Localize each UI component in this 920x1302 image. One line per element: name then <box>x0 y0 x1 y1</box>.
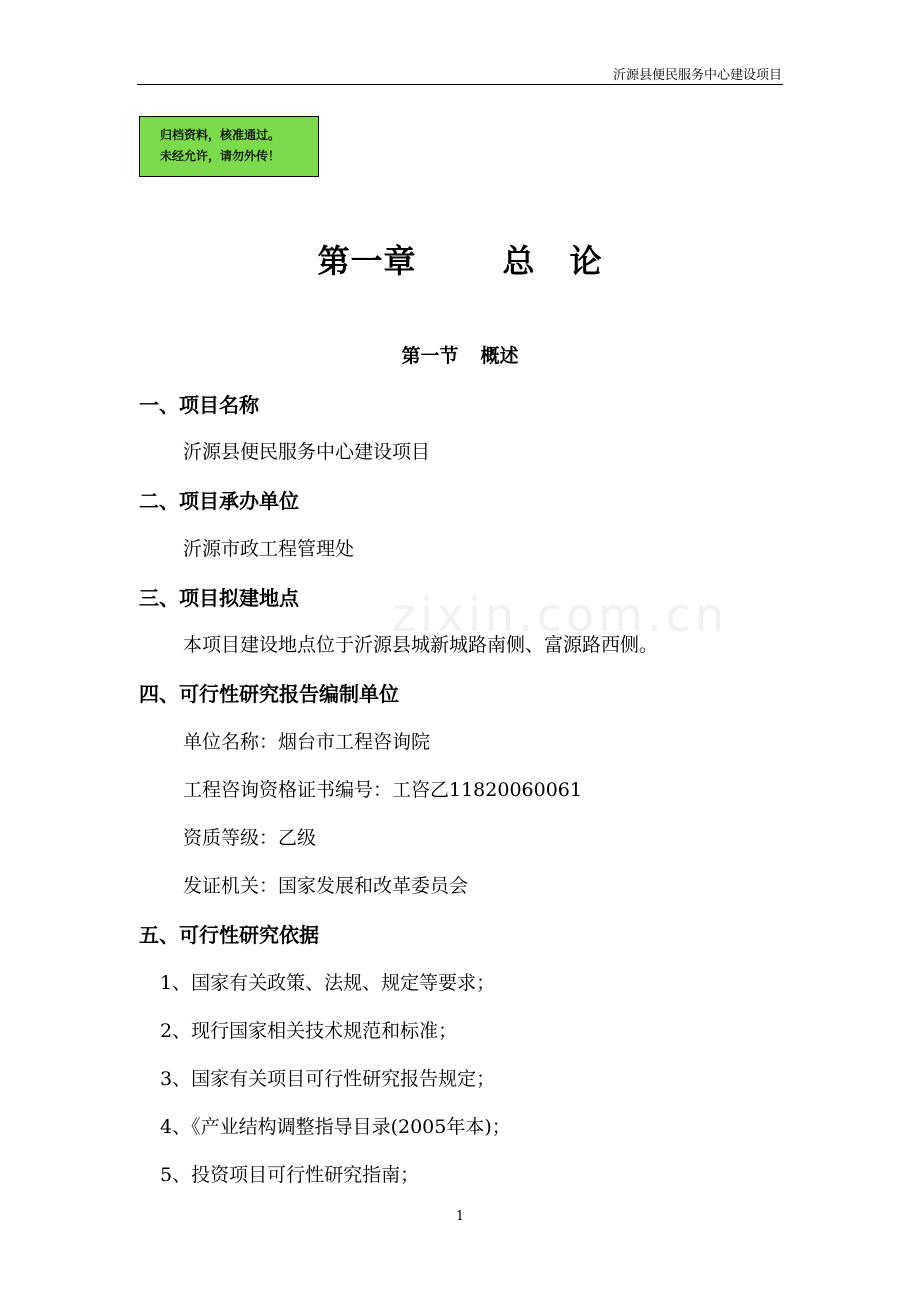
heading-research-basis: 五、可行性研究依据 <box>139 923 319 947</box>
chapter-label: 第一章 <box>317 242 417 280</box>
qualification-grade-text: 资质等级：乙级 <box>183 827 317 849</box>
basis-list-item: 3、国家有关项目可行性研究报告规定； <box>160 1068 496 1090</box>
issuing-authority-text: 发证机关：国家发展和改革委员会 <box>183 875 469 897</box>
chapter-title-part-2: 论 <box>569 242 603 280</box>
basis-list-item: 1、国家有关政策、法规、规定等要求； <box>160 972 496 994</box>
project-name-text: 沂源县便民服务中心建设项目 <box>183 441 431 463</box>
heading-project-undertaker: 二、项目承办单位 <box>139 489 299 513</box>
stamp-line-1: 归档资料，核准通过。 <box>160 128 281 142</box>
project-location-text: 本项目建设地点位于沂源县城新城路南侧、富源路西侧。 <box>183 634 659 656</box>
project-undertaker-text: 沂源市政工程管理处 <box>183 538 355 560</box>
watermark: zixin.com.cn <box>392 588 729 642</box>
section-title <box>0 341 920 368</box>
stamp-line-2: 未经允许，请勿外传！ <box>160 149 281 163</box>
heading-report-compiler: 四、可行性研究报告编制单位 <box>139 682 399 706</box>
page-number: 1 <box>455 1209 465 1224</box>
archive-stamp <box>139 116 319 177</box>
heading-project-location: 三、项目拟建地点 <box>139 586 299 610</box>
certificate-number-text: 工程咨询资格证书编号：工咨乙11820060061 <box>183 779 582 801</box>
heading-project-name: 一、项目名称 <box>139 393 259 417</box>
chapter-title-part-1: 总 <box>502 242 536 280</box>
page-header-title: 沂源县便民服务中心建设项目 <box>612 68 782 83</box>
header-divider <box>137 84 783 85</box>
basis-list-item: 5、投资项目可行性研究指南； <box>160 1164 420 1186</box>
section-name: 概述 <box>480 345 519 367</box>
basis-list-item: 2、现行国家相关技术规范和标准； <box>160 1020 458 1042</box>
section-label: 第一节 <box>401 345 459 367</box>
compiler-name-text: 单位名称：烟台市工程咨询院 <box>183 731 431 753</box>
basis-list-item: 4、《产业结构调整指导目录(2005年本)； <box>160 1116 511 1138</box>
chapter-title <box>0 236 920 282</box>
